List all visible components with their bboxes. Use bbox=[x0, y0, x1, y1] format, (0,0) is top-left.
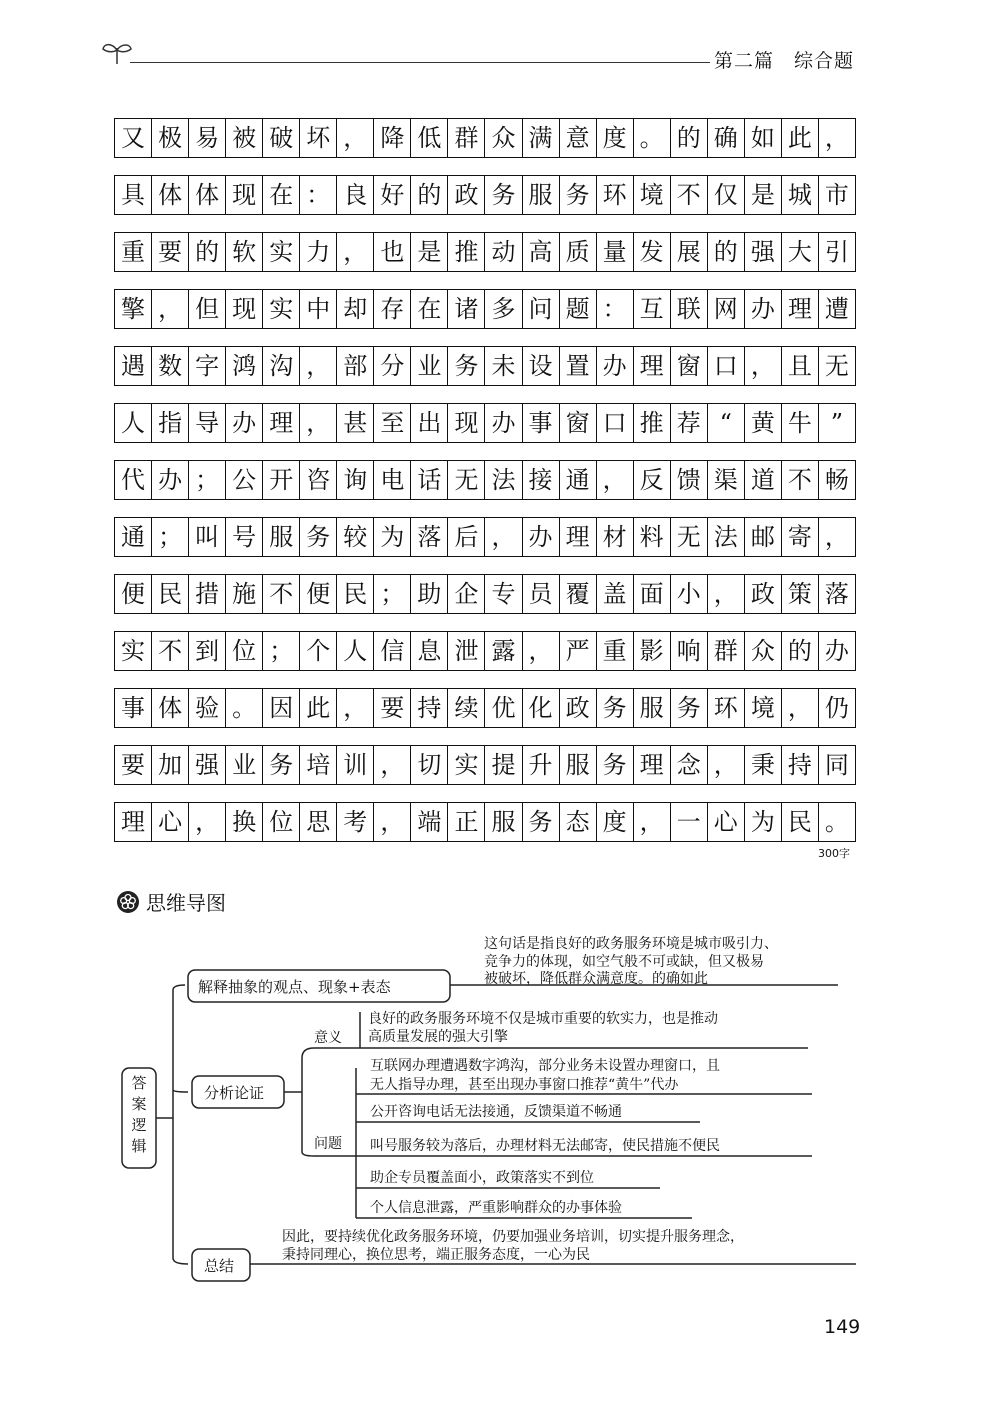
grid-cell: 具 bbox=[115, 176, 152, 214]
grid-cell: 理 bbox=[115, 803, 152, 841]
page-number: 149 bbox=[824, 1316, 861, 1338]
grid-cell: 秉 bbox=[745, 746, 782, 784]
grid-cell: 量 bbox=[597, 233, 634, 271]
grid-cell: 动 bbox=[485, 233, 522, 271]
grid-cell: ； bbox=[152, 518, 189, 556]
grid-cell: 邮 bbox=[745, 518, 782, 556]
section-title: 思维导图 bbox=[146, 891, 226, 915]
grid-cell: ” bbox=[819, 404, 856, 442]
branch1-note-line: 这句话是指良好的政务服务环境是城市吸引力、 bbox=[484, 936, 778, 952]
grid-cell: 持 bbox=[411, 689, 448, 727]
grid-cell: 此 bbox=[782, 119, 819, 157]
grid-cell: 露 bbox=[485, 632, 522, 670]
grid-cell: 易 bbox=[189, 119, 226, 157]
grid-cell: 寄 bbox=[782, 518, 819, 556]
grid-cell: “ bbox=[708, 404, 745, 442]
grid-cell: ， bbox=[337, 233, 374, 271]
grid-cell: 料 bbox=[634, 518, 671, 556]
grid-cell: 存 bbox=[374, 290, 411, 328]
grid-cell: 未 bbox=[485, 347, 522, 385]
grid-cell: 遭 bbox=[819, 290, 856, 328]
grid-cell: 号 bbox=[226, 518, 263, 556]
grid-cell: 道 bbox=[745, 461, 782, 499]
grid-cell: 训 bbox=[337, 746, 374, 784]
grid-cell: 服 bbox=[523, 176, 560, 214]
grid-cell: 办 bbox=[597, 347, 634, 385]
grid-cell: ， bbox=[708, 575, 745, 613]
problem-item: 叫号服务较为落后，办理材料无法邮寄，使民措施不便民 bbox=[370, 1138, 720, 1154]
grid-cell: 发 bbox=[634, 233, 671, 271]
grid-cell: 助 bbox=[411, 575, 448, 613]
problem-item: 个人信息泄露，严重影响群众的办事体验 bbox=[370, 1200, 622, 1216]
grid-cell: 优 bbox=[485, 689, 522, 727]
grid-cell: 重 bbox=[115, 233, 152, 271]
grid-cell: 信 bbox=[374, 632, 411, 670]
grid-cell: 小 bbox=[671, 575, 708, 613]
grid-cell: 覆 bbox=[560, 575, 597, 613]
grid-cell: 多 bbox=[485, 290, 522, 328]
problem-item: 无人指导办理，甚至出现办事窗口推荐“黄牛”代办 bbox=[370, 1077, 679, 1093]
grid-cell: 现 bbox=[226, 290, 263, 328]
grid-cell: 良 bbox=[337, 176, 374, 214]
grid-cell: 同 bbox=[819, 746, 856, 784]
grid-cell: 推 bbox=[634, 404, 671, 442]
grid-cell: 好 bbox=[374, 176, 411, 214]
word-count: 300字 bbox=[818, 847, 850, 860]
grid-cell: 的 bbox=[411, 176, 448, 214]
root-char: 辑 bbox=[131, 1137, 147, 1155]
grid-cell: 位 bbox=[263, 803, 300, 841]
grid-cell: 联 bbox=[671, 290, 708, 328]
grid-cell: 事 bbox=[523, 404, 560, 442]
grid-cell: 也 bbox=[374, 233, 411, 271]
grid-cell: 材 bbox=[597, 518, 634, 556]
branch1-label: 解释抽象的观点、现象+表态 bbox=[198, 978, 391, 996]
grid-cell: 心 bbox=[152, 803, 189, 841]
grid-cell: 理 bbox=[782, 290, 819, 328]
grid-cell: 务 bbox=[560, 176, 597, 214]
grid-cell: 仅 bbox=[708, 176, 745, 214]
grid-cell: 是 bbox=[745, 176, 782, 214]
grid-cell: 人 bbox=[115, 404, 152, 442]
grid-cell: 端 bbox=[411, 803, 448, 841]
grid-cell: 施 bbox=[226, 575, 263, 613]
grid-cell: 却 bbox=[337, 290, 374, 328]
problem-item: 助企专员覆盖面小，政策落实不到位 bbox=[370, 1170, 594, 1186]
grid-cell: 遇 bbox=[115, 347, 152, 385]
grid-cell: 提 bbox=[485, 746, 522, 784]
grid-cell: 无 bbox=[671, 518, 708, 556]
grid-cell: 后 bbox=[448, 518, 485, 556]
grid-cell: ， bbox=[708, 746, 745, 784]
grid-cell: 的 bbox=[671, 119, 708, 157]
grid-cell: 满 bbox=[523, 119, 560, 157]
grid-cell: 众 bbox=[485, 119, 522, 157]
grid-cell: 办 bbox=[523, 518, 560, 556]
grid-cell: 度 bbox=[597, 119, 634, 157]
grid-cell: 办 bbox=[152, 461, 189, 499]
grid-cell: 设 bbox=[523, 347, 560, 385]
grid-cell: ， bbox=[523, 632, 560, 670]
grid-cell: 展 bbox=[671, 233, 708, 271]
grid-cell: 企 bbox=[448, 575, 485, 613]
meaning-line: 高质量发展的强大引擎 bbox=[368, 1029, 508, 1045]
grid-cell: 指 bbox=[152, 404, 189, 442]
grid-cell: 代 bbox=[115, 461, 152, 499]
root-char: 答 bbox=[131, 1074, 147, 1092]
grid-cell: 办 bbox=[485, 404, 522, 442]
grid-cell: 窗 bbox=[560, 404, 597, 442]
grid-cell: 服 bbox=[560, 746, 597, 784]
grid-cell: 咨 bbox=[300, 461, 337, 499]
grid-cell: 强 bbox=[189, 746, 226, 784]
grid-cell: 体 bbox=[152, 689, 189, 727]
grid-cell: 黄 bbox=[745, 404, 782, 442]
grid-cell: 办 bbox=[819, 632, 856, 670]
grid-cell: 理 bbox=[634, 746, 671, 784]
branch3-note-line: 因此，要持续优化政务服务环境，仍要加强业务培训，切实提升服务理念， bbox=[282, 1229, 744, 1245]
grid-cell: 推 bbox=[448, 233, 485, 271]
grid-cell: ， bbox=[782, 689, 819, 727]
grid-cell: 话 bbox=[411, 461, 448, 499]
grid-cell: 的 bbox=[782, 632, 819, 670]
grid-cell: 不 bbox=[782, 461, 819, 499]
grid-cell: 务 bbox=[300, 518, 337, 556]
grid-cell: 市 bbox=[819, 176, 856, 214]
grid-cell: 窗 bbox=[671, 347, 708, 385]
grid-cell: 中 bbox=[300, 290, 337, 328]
grid-cell: 环 bbox=[708, 689, 745, 727]
grid-cell: 接 bbox=[523, 461, 560, 499]
branch1-note bbox=[484, 935, 778, 987]
grid-cell: 问 bbox=[523, 290, 560, 328]
grid-cell: 务 bbox=[597, 689, 634, 727]
grid-cell: 服 bbox=[634, 689, 671, 727]
grid-cell: 息 bbox=[411, 632, 448, 670]
grid-cell: 大 bbox=[782, 233, 819, 271]
grid-cell: 的 bbox=[189, 233, 226, 271]
grid-cell: 的 bbox=[708, 233, 745, 271]
grid-cell: 务 bbox=[448, 347, 485, 385]
branch2-label: 分析论证 bbox=[204, 1084, 265, 1102]
grid-cell: 无 bbox=[819, 347, 856, 385]
grid-cell: 体 bbox=[152, 176, 189, 214]
grid-cell: 实 bbox=[263, 233, 300, 271]
grid-cell: 重 bbox=[597, 632, 634, 670]
grid-cell: 网 bbox=[708, 290, 745, 328]
grid-cell: 实 bbox=[115, 632, 152, 670]
grid-cell: 员 bbox=[523, 575, 560, 613]
grid-cell: 强 bbox=[745, 233, 782, 271]
grid-cell: 续 bbox=[448, 689, 485, 727]
branch1-note-line: 竞争力的体现，如空气般不可或缺，但又极易 bbox=[484, 954, 764, 970]
problem-label: 问题 bbox=[314, 1136, 342, 1152]
grid-cell: 出 bbox=[411, 404, 448, 442]
grid-cell: 力 bbox=[300, 233, 337, 271]
grid-cell: 沟 bbox=[263, 347, 300, 385]
grid-cell: ： bbox=[300, 176, 337, 214]
grid-cell: 仍 bbox=[819, 689, 856, 727]
grid-cell: 因 bbox=[263, 689, 300, 727]
grid-cell: 题 bbox=[560, 290, 597, 328]
grid-cell: 现 bbox=[226, 176, 263, 214]
grid-cell: 电 bbox=[374, 461, 411, 499]
grid-cell: 便 bbox=[300, 575, 337, 613]
grid-cell: 荐 bbox=[671, 404, 708, 442]
grid-cell: 验 bbox=[189, 689, 226, 727]
grid-cell: 高 bbox=[523, 233, 560, 271]
grid-cell: ， bbox=[374, 746, 411, 784]
grid-cell: 专 bbox=[485, 575, 522, 613]
grid-cell: 不 bbox=[263, 575, 300, 613]
grid-cell: ， bbox=[300, 347, 337, 385]
grid-cell: 个 bbox=[300, 632, 337, 670]
grid-cell: 公 bbox=[226, 461, 263, 499]
grid-cell: 低 bbox=[411, 119, 448, 157]
grid-cell: 态 bbox=[560, 803, 597, 841]
grid-cell: 又 bbox=[115, 119, 152, 157]
grid-cell: 是 bbox=[411, 233, 448, 271]
grid-cell: 软 bbox=[226, 233, 263, 271]
grid-cell: ， bbox=[189, 803, 226, 841]
meaning-line: 良好的政务服务环境不仅是城市重要的软实力，也是推动 bbox=[368, 1011, 718, 1027]
grid-cell: 要 bbox=[374, 689, 411, 727]
grid-cell: 位 bbox=[226, 632, 263, 670]
mindmap-root-label bbox=[131, 1074, 146, 1155]
problem-items bbox=[370, 1057, 720, 1216]
root-char: 逻 bbox=[131, 1116, 147, 1134]
grid-cell: 在 bbox=[411, 290, 448, 328]
grid-cell: ， bbox=[485, 518, 522, 556]
grid-cell: 破 bbox=[263, 119, 300, 157]
grid-cell: 实 bbox=[263, 290, 300, 328]
grid-cell: 在 bbox=[263, 176, 300, 214]
grid-cell: 引 bbox=[819, 233, 856, 271]
grid-cell: 办 bbox=[745, 290, 782, 328]
grid-cell: 互 bbox=[634, 290, 671, 328]
grid-cell: 但 bbox=[189, 290, 226, 328]
mindmap-trunk bbox=[156, 985, 188, 1264]
grid-cell: 叫 bbox=[189, 518, 226, 556]
grid-cell: 法 bbox=[485, 461, 522, 499]
grid-cell: 政 bbox=[560, 689, 597, 727]
grid-cell: 落 bbox=[411, 518, 448, 556]
grid-cell: 民 bbox=[782, 803, 819, 841]
grid-cell: 思 bbox=[300, 803, 337, 841]
grid-cell: 服 bbox=[263, 518, 300, 556]
grid-cell: ； bbox=[374, 575, 411, 613]
grid-cell: 服 bbox=[485, 803, 522, 841]
grid-cell: 为 bbox=[374, 518, 411, 556]
grid-cell: ； bbox=[189, 461, 226, 499]
grid-cell: 一 bbox=[671, 803, 708, 841]
root-char: 案 bbox=[131, 1095, 147, 1113]
grid-cell: 此 bbox=[300, 689, 337, 727]
branch3-label: 总结 bbox=[204, 1257, 235, 1275]
grid-cell: 确 bbox=[708, 119, 745, 157]
grid-cell: 业 bbox=[226, 746, 263, 784]
grid-cell: ， bbox=[337, 689, 374, 727]
grid-cell: ， bbox=[597, 461, 634, 499]
grid-cell: 部 bbox=[337, 347, 374, 385]
grid-cell: 。 bbox=[819, 803, 856, 841]
grid-cell: 切 bbox=[411, 746, 448, 784]
grid-cell: ， bbox=[300, 404, 337, 442]
problem-item: 互联网办理遭遇数字鸿沟，部分业务未设置办理窗口，且 bbox=[370, 1058, 720, 1074]
grid-cell: 不 bbox=[152, 632, 189, 670]
grid-cell: 反 bbox=[634, 461, 671, 499]
grid-cell: 意 bbox=[560, 119, 597, 157]
grid-cell: 业 bbox=[411, 347, 448, 385]
meaning-label: 意义 bbox=[314, 1030, 342, 1046]
grid-cell: 加 bbox=[152, 746, 189, 784]
grid-cell: 民 bbox=[152, 575, 189, 613]
grid-cell: 严 bbox=[560, 632, 597, 670]
grid-cell: 持 bbox=[782, 746, 819, 784]
grid-cell: ： bbox=[597, 290, 634, 328]
branch3-note-line: 秉持同理心，换位思考，端正服务态度，一心为民 bbox=[282, 1247, 590, 1263]
grid-cell: 政 bbox=[745, 575, 782, 613]
grid-cell: 度 bbox=[597, 803, 634, 841]
grid-cell: 务 bbox=[597, 746, 634, 784]
grid-cell: 被 bbox=[226, 119, 263, 157]
grid-cell: 事 bbox=[115, 689, 152, 727]
grid-cell: 换 bbox=[226, 803, 263, 841]
grid-cell: 要 bbox=[115, 746, 152, 784]
grid-cell: 置 bbox=[560, 347, 597, 385]
grid-cell: 盖 bbox=[597, 575, 634, 613]
grid-cell: 正 bbox=[448, 803, 485, 841]
grid-cell: 畅 bbox=[819, 461, 856, 499]
grid-cell: 实 bbox=[448, 746, 485, 784]
grid-cell: ； bbox=[263, 632, 300, 670]
grid-cell: 泄 bbox=[448, 632, 485, 670]
grid-cell: 且 bbox=[782, 347, 819, 385]
grid-cell: 影 bbox=[634, 632, 671, 670]
grid-cell: 办 bbox=[226, 404, 263, 442]
grid-cell: 极 bbox=[152, 119, 189, 157]
grid-cell: 心 bbox=[708, 803, 745, 841]
grid-cell: 人 bbox=[337, 632, 374, 670]
grid-cell: 鸿 bbox=[226, 347, 263, 385]
grid-cell: 响 bbox=[671, 632, 708, 670]
grid-cell: 群 bbox=[448, 119, 485, 157]
grid-cell: 理 bbox=[634, 347, 671, 385]
grid-cell: 无 bbox=[448, 461, 485, 499]
grid-cell: 环 bbox=[597, 176, 634, 214]
problem-item: 公开咨询电话无法接通，反馈渠道不畅通 bbox=[370, 1104, 622, 1120]
grid-cell: 字 bbox=[189, 347, 226, 385]
grid-cell: 不 bbox=[671, 176, 708, 214]
grid-cell: ， bbox=[819, 119, 856, 157]
grid-cell: 导 bbox=[189, 404, 226, 442]
grid-cell: 务 bbox=[263, 746, 300, 784]
grid-cell: 务 bbox=[485, 176, 522, 214]
grid-cell: 通 bbox=[115, 518, 152, 556]
grid-cell: 数 bbox=[152, 347, 189, 385]
grid-cell: 馈 bbox=[671, 461, 708, 499]
grid-cell: 便 bbox=[115, 575, 152, 613]
grid-cell: 务 bbox=[523, 803, 560, 841]
grid-cell: 念 bbox=[671, 746, 708, 784]
grid-cell: ， bbox=[374, 803, 411, 841]
grid-cell: 政 bbox=[448, 176, 485, 214]
grid-cell: 措 bbox=[189, 575, 226, 613]
grid-cell: 要 bbox=[152, 233, 189, 271]
grid-cell: 现 bbox=[448, 404, 485, 442]
grid-cell: 务 bbox=[671, 689, 708, 727]
grid-cell: 培 bbox=[300, 746, 337, 784]
grid-cell: 群 bbox=[708, 632, 745, 670]
grid-cell: ， bbox=[634, 803, 671, 841]
grid-cell: 口 bbox=[597, 404, 634, 442]
grid-cell: 分 bbox=[374, 347, 411, 385]
grid-cell: ， bbox=[152, 290, 189, 328]
grid-cell: 口 bbox=[708, 347, 745, 385]
chapter-title: 第二篇 综合题 bbox=[713, 50, 854, 72]
grid-cell: 如 bbox=[745, 119, 782, 157]
branch1-note-line: 被破坏，降低群众满意度。的确如此 bbox=[484, 971, 708, 987]
grid-cell: 。 bbox=[226, 689, 263, 727]
grid-cell: 到 bbox=[189, 632, 226, 670]
grid-cell: 诸 bbox=[448, 290, 485, 328]
grid-cell: 通 bbox=[560, 461, 597, 499]
grid-cell: 法 bbox=[708, 518, 745, 556]
grid-cell: 体 bbox=[189, 176, 226, 214]
grid-cell: 理 bbox=[560, 518, 597, 556]
grid-cell: 甚 bbox=[337, 404, 374, 442]
grid-cell: 擎 bbox=[115, 290, 152, 328]
grid-cell: 境 bbox=[634, 176, 671, 214]
grid-cell: 为 bbox=[745, 803, 782, 841]
grid-cell: 落 bbox=[819, 575, 856, 613]
grid-cell: 考 bbox=[337, 803, 374, 841]
grid-cell: 质 bbox=[560, 233, 597, 271]
grid-cell: 开 bbox=[263, 461, 300, 499]
grid-cell: 询 bbox=[337, 461, 374, 499]
grid-cell: 牛 bbox=[782, 404, 819, 442]
grid-cell: 。 bbox=[634, 119, 671, 157]
grid-cell: 策 bbox=[782, 575, 819, 613]
grid-cell: 升 bbox=[523, 746, 560, 784]
grid-cell: 民 bbox=[337, 575, 374, 613]
grid-cell: 城 bbox=[782, 176, 819, 214]
grid-cell: 降 bbox=[374, 119, 411, 157]
grid-cell: 较 bbox=[337, 518, 374, 556]
grid-cell: 境 bbox=[745, 689, 782, 727]
grid-cell: 化 bbox=[523, 689, 560, 727]
grid-cell: 坏 bbox=[300, 119, 337, 157]
grid-cell: 理 bbox=[263, 404, 300, 442]
grid-cell: 至 bbox=[374, 404, 411, 442]
grid-cell: 渠 bbox=[708, 461, 745, 499]
grid-cell: 面 bbox=[634, 575, 671, 613]
grid-cell: ， bbox=[819, 518, 856, 556]
grid-cell: ， bbox=[745, 347, 782, 385]
grid-cell: ， bbox=[337, 119, 374, 157]
grid-cell: 众 bbox=[745, 632, 782, 670]
